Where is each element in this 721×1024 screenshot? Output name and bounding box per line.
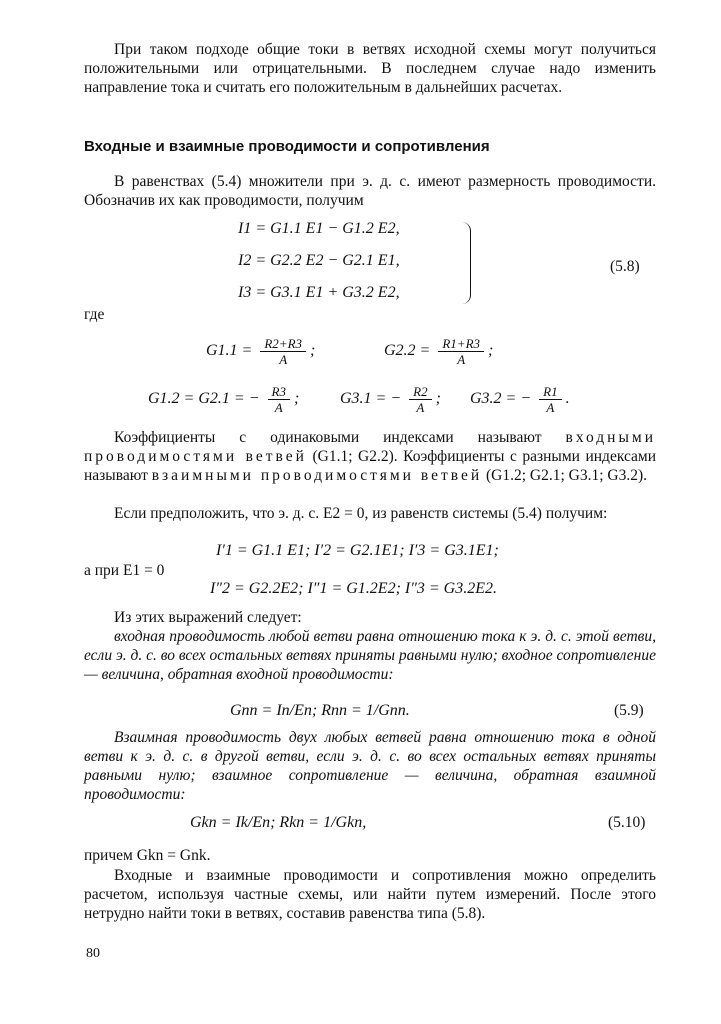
equation-number-5-9: (5.9): [614, 702, 644, 719]
equation-5-10: Gkn = Ik/En; Rkn = 1/Gkn,: [190, 814, 367, 831]
equation-number-5-8: (5.8): [610, 258, 640, 275]
equation-system-line-3: I3 = G3.1 E1 + G3.2 E2,: [238, 284, 400, 301]
gkn-equality-line: причем Gkn = Gnk.: [84, 847, 211, 864]
equation-e1-zero: I″2 = G2.2E2; I″1 = G1.2E2; I″3 = G3.2E2.: [210, 580, 498, 597]
equation-e2-zero: I′1 = G1.1 E1; I′2 = G2.1E1; I′3 = G3.1E1;: [216, 542, 499, 559]
section-heading: Входные и взаимные проводимости и сопротивления: [84, 138, 490, 155]
intro-paragraph: При таком подходе общие токи в ветвях исходной схемы могут получиться положительными или отрицательными. В последнем случае надо изменить направление тока и считать его положительным в дальнейших расчетах.: [84, 41, 656, 96]
page-number: 80: [86, 946, 100, 961]
formula-g31: G3.1 = − $\frac{R2}{A}$ ;: [340, 384, 441, 415]
e1-zero-label: а при E1 = 0: [84, 562, 165, 579]
system-brace: [462, 222, 471, 304]
formula-g12-g21: G1.2 = G2.1 = − $\frac{R3}{A}$ ;: [148, 384, 300, 415]
formula-g22: G2.2 = $\frac{R1+R3}{A}$ ;: [384, 336, 494, 367]
final-paragraph: Входные и взаимные проводимости и сопротивления можно определить расчетом, используя частные схемы, или найти путем измерений. После этого нетрудно найти токи в ветвях, составив равенства типа (5.8).: [84, 867, 656, 922]
formula-g32: G3.2 = − $\frac{R1}{A}$ .: [470, 384, 570, 415]
equation-system-line-2: I2 = G2.2 E2 − G2.1 E1,: [238, 252, 400, 269]
coefficients-paragraph: Коэффициенты с одинаковыми индексами называют входными проводимостями ветвей (G1.1; G2.2). Коэффициенты с разными индексами называют взаимными проводимостями ветвей (G1.2; G2.1; G3.1; G3.2).: [84, 429, 657, 484]
input-conductance-definition: входная проводимость любой ветви равна отношению тока к э. д. с. этой ветви, если э. д. с. во всех остальных ветвях приняты равными нулю; входное сопротивление — величина, обратная входной проводимости:: [84, 628, 656, 683]
follows-line: Из этих выражений следует:: [114, 609, 302, 626]
where-label: где: [84, 306, 105, 323]
dimension-paragraph: В равенствах (5.4) множители при э. д. с. имеют размерность проводимости. Обозначив их как проводимости, получим: [84, 173, 656, 209]
mutual-conductance-definition: Взаимная проводимость двух любых ветвей равна отношению тока в одной ветви к э. д. с. в другой ветви, если э. д. с. во всех остальных ветвях приняты равными нулю; взаимное сопротивление — величина, обратная взаимной проводимости:: [84, 729, 656, 803]
equation-5-9: Gnn = In/En; Rnn = 1/Gnn.: [230, 702, 410, 719]
assumption-paragraph: Если предположить, что э. д. с. E2 = 0, из равенств системы (5.4) получим:: [114, 505, 608, 522]
mutual-conductance-term: взаимными проводимостями ветвей: [151, 467, 483, 484]
equation-number-5-10: (5.10): [608, 814, 646, 831]
formula-g11: G1.1 = $\frac{R2+R3}{A}$ ;: [206, 336, 316, 367]
input-conductance-term: входными проводимостями ветвей: [84, 429, 656, 465]
equation-system-line-1: I1 = G1.1 E1 − G1.2 E2,: [238, 220, 400, 237]
